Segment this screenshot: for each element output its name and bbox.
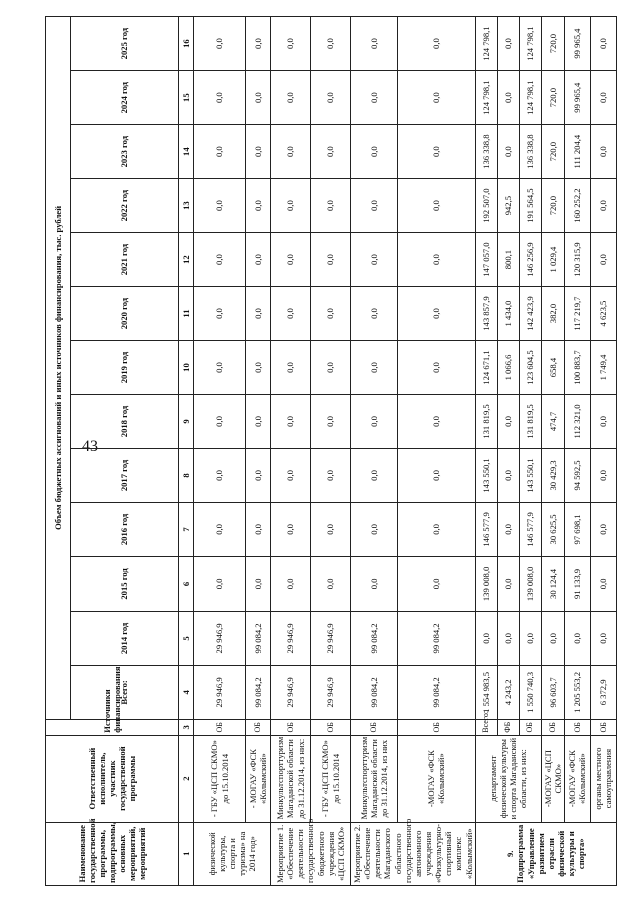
value-cell: 29 946,9: [271, 665, 311, 719]
value-cell: 0,0: [590, 448, 616, 502]
value-cell: 100 883,7: [564, 341, 590, 395]
value-cell: 1 554 983,5: [475, 665, 497, 719]
value-cell: 474,7: [541, 395, 564, 449]
value-cell: 0,0: [246, 125, 271, 179]
column-index: 4: [179, 665, 194, 719]
header-year: 2020 год: [71, 287, 179, 341]
header-year: 2014 год: [71, 611, 179, 665]
value-cell: 99 084,2: [246, 611, 271, 665]
value-cell: 0,0: [590, 395, 616, 449]
column-index: 7: [179, 502, 194, 556]
value-cell: 29 946,9: [311, 611, 351, 665]
value-cell: 146 577,9: [519, 502, 541, 556]
value-cell: 0,0: [351, 17, 398, 71]
column-index-row: [179, 17, 194, 886]
value-cell: 0,0: [590, 611, 616, 665]
value-cell: 0,0: [397, 233, 475, 287]
table-row: [311, 17, 351, 886]
value-cell: 0,0: [497, 395, 519, 449]
executor-cell: -МОГАУ «ФСК «Колымский»: [397, 735, 475, 822]
value-cell: 0,0: [194, 17, 246, 71]
value-cell: 0,0: [497, 611, 519, 665]
value-cell: 0,0: [194, 179, 246, 233]
value-cell: 0,0: [497, 71, 519, 125]
column-index: 1: [179, 822, 194, 885]
value-cell: 99 084,2: [397, 665, 475, 719]
source-cell: ОБ: [541, 719, 564, 735]
value-cell: 0,0: [271, 179, 311, 233]
value-cell: 0,0: [397, 341, 475, 395]
program-name-cell: Мероприятие 2. «Обеспечение деятельности Магаданского областного государственного автономного учреждения «Физкультурно-спортивный комплекс «Колымский»: [351, 822, 476, 885]
value-cell: 0,0: [519, 611, 541, 665]
value-cell: 0,0: [311, 71, 351, 125]
value-cell: 99 084,2: [246, 665, 271, 719]
value-cell: 0,0: [497, 125, 519, 179]
value-cell: 124 798,1: [519, 17, 541, 71]
value-cell: 0,0: [246, 395, 271, 449]
value-cell: 0,0: [351, 71, 398, 125]
value-cell: 720,0: [541, 17, 564, 71]
value-cell: 99 965,4: [564, 71, 590, 125]
executor-cell: Минкультспорттуризм Магаданской области до 31.12.2014, из них: [351, 735, 398, 822]
value-cell: 0,0: [590, 125, 616, 179]
executor-cell: -МОГАУ «ФСК «Колымский»: [564, 735, 590, 822]
value-cell: 0,0: [564, 611, 590, 665]
value-cell: 142 423,9: [519, 287, 541, 341]
header-executor: Ответственный исполнитель, участник государственной программы: [46, 735, 179, 822]
value-cell: 658,4: [541, 341, 564, 395]
value-cell: 4 243,2: [497, 665, 519, 719]
value-cell: 0,0: [351, 448, 398, 502]
header-year: 2025 год: [71, 17, 179, 71]
value-cell: 0,0: [397, 502, 475, 556]
column-index: 13: [179, 179, 194, 233]
value-cell: 0,0: [194, 233, 246, 287]
value-cell: 1 749,4: [590, 341, 616, 395]
table-row: [541, 17, 564, 886]
value-cell: 131 819,5: [519, 395, 541, 449]
value-cell: 0,0: [541, 611, 564, 665]
executor-cell: департамент физической культуры и спорта Магаданской области, из них:: [475, 735, 541, 822]
value-cell: 6 372,9: [590, 665, 616, 719]
value-cell: 143 857,9: [475, 287, 497, 341]
source-cell: ОБ: [564, 719, 590, 735]
source-cell: ОБ: [194, 719, 246, 735]
executor-cell: -МОГАУ «ЦСП СКМО»: [541, 735, 564, 822]
value-cell: 91 133,9: [564, 556, 590, 611]
value-cell: 0,0: [351, 125, 398, 179]
source-cell: ОБ: [271, 719, 311, 735]
value-cell: 120 315,9: [564, 233, 590, 287]
value-cell: 0,0: [351, 179, 398, 233]
value-cell: 111 204,4: [564, 125, 590, 179]
value-cell: 30 124,4: [541, 556, 564, 611]
value-cell: 97 698,1: [564, 502, 590, 556]
source-cell: ОБ: [246, 719, 271, 735]
table-row: [271, 17, 311, 886]
rotated-page-content: [45, 16, 630, 886]
value-cell: 94 592,5: [564, 448, 590, 502]
value-cell: 0,0: [497, 448, 519, 502]
column-index: 8: [179, 448, 194, 502]
value-cell: 96 603,7: [541, 665, 564, 719]
value-cell: 124 798,1: [519, 71, 541, 125]
value-cell: 112 321,0: [564, 395, 590, 449]
program-name-cell: Мероприятие 1. «Обеспечение деятельности государственного бюджетного учреждения «ЦСП СКМО»: [271, 822, 351, 885]
header-funding-volume: Объем бюджетных ассигнований и иных источников финансирования, тыс. рублей: [46, 17, 71, 720]
value-cell: 0,0: [271, 71, 311, 125]
value-cell: 146 256,9: [519, 233, 541, 287]
column-index: 10: [179, 341, 194, 395]
value-cell: 0,0: [397, 395, 475, 449]
value-cell: 0,0: [351, 395, 398, 449]
value-cell: 0,0: [194, 287, 246, 341]
value-cell: 0,0: [590, 556, 616, 611]
header-year: 2015 год: [71, 556, 179, 611]
column-index: 2: [179, 735, 194, 822]
value-cell: 0,0: [194, 395, 246, 449]
column-index: 14: [179, 125, 194, 179]
value-cell: 0,0: [271, 502, 311, 556]
value-cell: 0,0: [271, 556, 311, 611]
value-cell: 0,0: [246, 179, 271, 233]
table-row: [564, 17, 590, 886]
table-row: [397, 17, 475, 886]
value-cell: 160 252,2: [564, 179, 590, 233]
executor-cell: - ГБУ «ЦСП СКМО» до 15.10.2014: [194, 735, 246, 822]
value-cell: 1 205 553,2: [564, 665, 590, 719]
value-cell: 0,0: [311, 125, 351, 179]
value-cell: 0,0: [397, 448, 475, 502]
value-cell: 0,0: [271, 341, 311, 395]
value-cell: 0,0: [246, 17, 271, 71]
header-year: 2022 год: [71, 179, 179, 233]
source-cell: ОБ: [351, 719, 398, 735]
value-cell: 0,0: [397, 556, 475, 611]
column-index: 11: [179, 287, 194, 341]
value-cell: 124 671,1: [475, 341, 497, 395]
source-cell: ФБ: [497, 719, 519, 735]
value-cell: 124 798,1: [475, 71, 497, 125]
funding-table: [45, 16, 617, 886]
value-cell: 0,0: [311, 179, 351, 233]
value-cell: 0,0: [497, 502, 519, 556]
executor-cell: органы местного самоуправления: [590, 735, 616, 822]
value-cell: 99 965,4: [564, 17, 590, 71]
value-cell: 0,0: [246, 556, 271, 611]
value-cell: 0,0: [194, 556, 246, 611]
source-cell: ОБ: [590, 719, 616, 735]
header-year: 2024 год: [71, 71, 179, 125]
executor-cell: - МОГАУ «ФСК «Колымский»: [246, 735, 271, 822]
value-cell: 1 434,0: [497, 287, 519, 341]
column-index: 15: [179, 71, 194, 125]
column-index: 6: [179, 556, 194, 611]
value-cell: 0,0: [271, 233, 311, 287]
value-cell: 4 623,5: [590, 287, 616, 341]
column-index: 5: [179, 611, 194, 665]
source-cell: ОБ: [397, 719, 475, 735]
value-cell: 191 564,5: [519, 179, 541, 233]
value-cell: 0,0: [311, 341, 351, 395]
value-cell: 0,0: [497, 17, 519, 71]
value-cell: 29 946,9: [194, 611, 246, 665]
header-year: 2023 год: [71, 125, 179, 179]
column-index: 3: [179, 719, 194, 735]
value-cell: 99 084,2: [351, 665, 398, 719]
value-cell: 0,0: [397, 71, 475, 125]
value-cell: 0,0: [311, 17, 351, 71]
value-cell: 124 798,1: [475, 17, 497, 71]
value-cell: 0,0: [246, 287, 271, 341]
value-cell: 0,0: [590, 179, 616, 233]
value-cell: 0,0: [246, 341, 271, 395]
value-cell: 139 008,0: [475, 556, 497, 611]
value-cell: 29 946,9: [311, 665, 351, 719]
value-cell: 29 946,9: [271, 611, 311, 665]
header-funding-source: Источники финансирования: [46, 719, 179, 735]
executor-cell: - ГБУ «ЦСП СКМО» до 15.10.2014: [311, 735, 351, 822]
value-cell: 720,0: [541, 179, 564, 233]
value-cell: 0,0: [351, 233, 398, 287]
value-cell: 942,5: [497, 179, 519, 233]
header-year: 2018 год: [71, 395, 179, 449]
value-cell: 30 625,5: [541, 502, 564, 556]
value-cell: 143 550,1: [519, 448, 541, 502]
value-cell: 0,0: [311, 233, 351, 287]
header-year: 2021 год: [71, 233, 179, 287]
header-year: 2019 год: [71, 341, 179, 395]
value-cell: 0,0: [397, 125, 475, 179]
value-cell: 136 338,8: [519, 125, 541, 179]
source-cell: ОБ: [519, 719, 541, 735]
column-index: 16: [179, 17, 194, 71]
source-cell: ОБ: [311, 719, 351, 735]
value-cell: 0,0: [246, 71, 271, 125]
value-cell: 0,0: [194, 125, 246, 179]
value-cell: 720,0: [541, 71, 564, 125]
value-cell: 0,0: [351, 556, 398, 611]
value-cell: 30 429,3: [541, 448, 564, 502]
subprogram-name-cell: 9. Подпрограмма «Управление развитием отрасли физической культуры и спорта»: [475, 822, 616, 885]
value-cell: 0,0: [311, 556, 351, 611]
value-cell: 0,0: [271, 448, 311, 502]
value-cell: 99 084,2: [397, 611, 475, 665]
value-cell: 0,0: [590, 71, 616, 125]
value-cell: 0,0: [590, 17, 616, 71]
value-cell: 143 550,1: [475, 448, 497, 502]
value-cell: 0,0: [271, 395, 311, 449]
value-cell: 136 338,8: [475, 125, 497, 179]
value-cell: 0,0: [194, 448, 246, 502]
value-cell: 720,0: [541, 125, 564, 179]
value-cell: 0,0: [590, 502, 616, 556]
value-cell: 0,0: [271, 125, 311, 179]
value-cell: 0,0: [311, 287, 351, 341]
table-row: [194, 17, 246, 886]
value-cell: 0,0: [194, 341, 246, 395]
header-year: 2017 год: [71, 448, 179, 502]
value-cell: 0,0: [475, 611, 497, 665]
value-cell: 0,0: [497, 556, 519, 611]
value-cell: 0,0: [351, 502, 398, 556]
header-year: 2016 год: [71, 502, 179, 556]
value-cell: 99 084,2: [351, 611, 398, 665]
value-cell: 0,0: [311, 502, 351, 556]
value-cell: 0,0: [351, 341, 398, 395]
column-index: 9: [179, 395, 194, 449]
source-cell: Всего:: [475, 719, 497, 735]
value-cell: 139 008,0: [519, 556, 541, 611]
value-cell: 0,0: [246, 502, 271, 556]
program-name-cell: физической культуры, спорта и туризма» на 2014 год»: [194, 822, 271, 885]
value-cell: 0,0: [590, 233, 616, 287]
value-cell: 131 819,5: [475, 395, 497, 449]
value-cell: 0,0: [271, 17, 311, 71]
value-cell: 123 604,5: [519, 341, 541, 395]
value-cell: 0,0: [194, 71, 246, 125]
value-cell: 0,0: [397, 287, 475, 341]
executor-cell: Минкультспорттуризм Магаданской области до 31.12.2014, из них:: [271, 735, 311, 822]
value-cell: 147 057,0: [475, 233, 497, 287]
value-cell: 1 029,4: [541, 233, 564, 287]
value-cell: 192 507,0: [475, 179, 497, 233]
value-cell: 146 577,9: [475, 502, 497, 556]
value-cell: 382,0: [541, 287, 564, 341]
value-cell: 1 550 740,3: [519, 665, 541, 719]
value-cell: 117 219,7: [564, 287, 590, 341]
table-row: [351, 17, 398, 886]
page-number: 43: [82, 438, 98, 455]
value-cell: 0,0: [246, 448, 271, 502]
value-cell: 0,0: [397, 17, 475, 71]
table-row: [590, 17, 616, 886]
table-row: [475, 17, 497, 886]
value-cell: 0,0: [271, 287, 311, 341]
value-cell: 29 946,9: [194, 665, 246, 719]
value-cell: 800,1: [497, 233, 519, 287]
value-cell: 0,0: [351, 287, 398, 341]
header-total: Всего:: [71, 665, 179, 719]
value-cell: 0,0: [194, 502, 246, 556]
table-row: [246, 17, 271, 886]
value-cell: 0,0: [311, 395, 351, 449]
value-cell: 0,0: [397, 179, 475, 233]
value-cell: 1 066,6: [497, 341, 519, 395]
value-cell: 0,0: [246, 233, 271, 287]
column-index: 12: [179, 233, 194, 287]
header-program-name: Наименование государственной программы, подпрограммы, основных мероприятий, мероприятий: [46, 822, 179, 885]
value-cell: 0,0: [311, 448, 351, 502]
